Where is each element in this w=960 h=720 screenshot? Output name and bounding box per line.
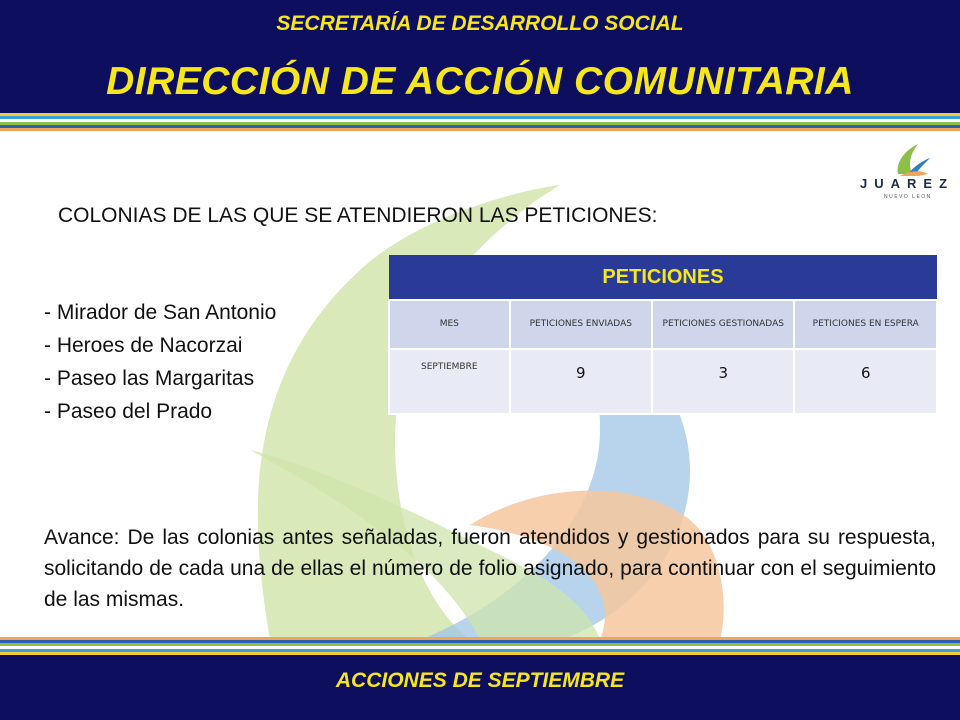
column-header-mes: MES — [389, 300, 510, 349]
juarez-logo — [858, 140, 958, 202]
cell-enviadas: 9 — [510, 349, 652, 414]
header-banner — [0, 0, 960, 113]
list-item: - Mirador de San Antonio — [44, 301, 277, 324]
cell-espera: 6 — [794, 349, 937, 414]
logo-swoosh-icon — [858, 140, 958, 180]
logo-state: NUEVO LEON — [884, 194, 932, 200]
list-item: - Heroes de Nacorzai — [44, 334, 243, 357]
list-item: - Paseo del Prado — [44, 400, 213, 423]
column-header-espera: PETICIONES EN ESPERA — [794, 300, 937, 349]
table-header-row — [389, 300, 937, 349]
avance-paragraph: Avance: De las colonias antes señaladas, fueron atendidos y gestionados para su respuesta, solicitando de cada una de ellas el número de folio asignado, para continuar con el seguimiento de las mismas. — [44, 526, 936, 611]
table-row — [389, 349, 937, 414]
colonias-heading: COLONIAS DE LAS QUE SE ATENDIERON LAS PETICIONES: — [58, 204, 658, 227]
header-stripes — [0, 113, 960, 131]
footer-stripes — [0, 637, 960, 655]
cell-mes: SEPTIEMBRE — [389, 349, 510, 414]
header-subtitle: SECRETARÍA DE DESARROLLO SOCIAL — [276, 12, 684, 35]
column-header-gestionadas: PETICIONES GESTIONADAS — [652, 300, 794, 349]
header-title: DIRECCIÓN DE ACCIÓN COMUNITARIA — [106, 60, 854, 103]
cell-gestionadas: 3 — [652, 349, 794, 414]
column-header-enviadas: PETICIONES ENVIADAS — [510, 300, 652, 349]
table-title: PETICIONES — [389, 255, 937, 300]
logo-name: JUAREZ — [860, 176, 955, 191]
colonias-list — [44, 296, 276, 428]
footer-banner — [0, 655, 960, 720]
list-item: - Paseo las Margaritas — [44, 367, 255, 390]
peticiones-table — [388, 255, 938, 415]
footer-title: ACCIONES DE SEPTIEMBRE — [335, 669, 625, 692]
